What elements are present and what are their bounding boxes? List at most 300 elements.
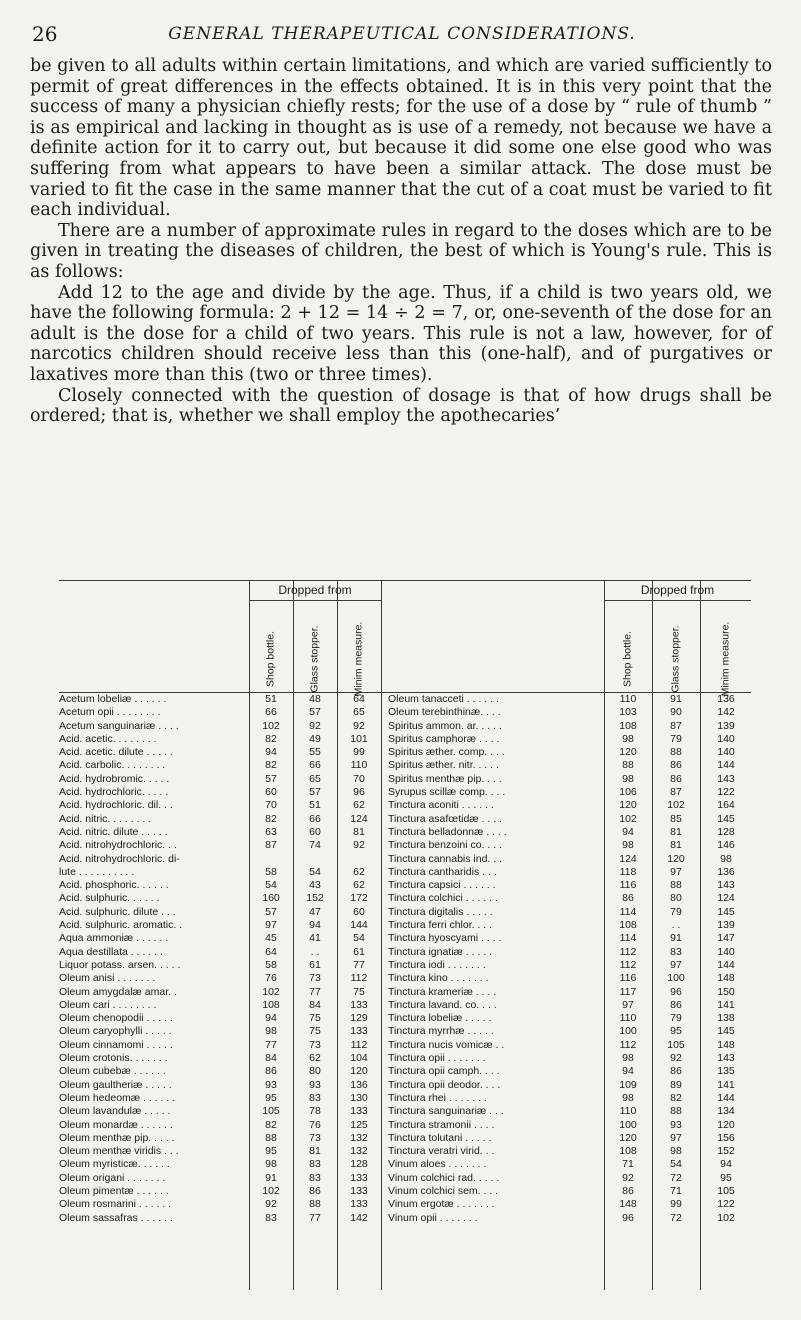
glass-stopper-value: 75 (309, 1025, 321, 1038)
page-number: 26 (32, 22, 58, 46)
shop-bottle-value: 95 (265, 1091, 277, 1104)
table-row (59, 906, 381, 919)
minim-measure-value: 128 (350, 1158, 368, 1171)
minim-measure-value: 92 (353, 719, 365, 732)
glass-stopper-value: 74 (309, 839, 321, 852)
col-header-shop-bottle: Shop bottle. (621, 630, 634, 688)
shop-bottle-value: 92 (622, 1171, 634, 1184)
shop-bottle-value: 77 (265, 1038, 277, 1051)
glass-stopper-value: . . (671, 919, 681, 932)
minim-measure-value: 132 (350, 1145, 368, 1158)
shop-bottle-value: 82 (265, 732, 277, 745)
shop-bottle-value: 98 (622, 772, 634, 785)
drug-name: Tinctura lavand. co. . . . (388, 998, 497, 1011)
table-row (388, 1025, 751, 1038)
glass-stopper-value: 75 (309, 1012, 321, 1025)
glass-stopper-value: 94 (309, 919, 321, 932)
shop-bottle-value: 94 (622, 825, 634, 838)
drug-name: Acetum sanguinariæ . . . . (59, 719, 179, 732)
shop-bottle-value: 116 (619, 972, 637, 985)
table-row (388, 1212, 751, 1225)
drug-name: Tinctura asafœtidæ . . . . (388, 812, 502, 825)
minim-measure-value: 96 (353, 786, 365, 799)
table-row (59, 839, 381, 852)
minim-measure-value: 144 (717, 958, 735, 971)
minim-measure-value: 135 (717, 1065, 735, 1078)
body-text (30, 56, 772, 427)
minim-measure-value: 110 (350, 759, 368, 772)
minim-measure-value: 142 (717, 706, 735, 719)
minim-measure-value: 156 (717, 1131, 735, 1144)
table-row (59, 866, 381, 879)
glass-stopper-value: 102 (667, 799, 685, 812)
minim-measure-value: 95 (720, 1171, 732, 1184)
shop-bottle-value: 98 (265, 1158, 277, 1171)
table-row (59, 799, 381, 812)
shop-bottle-value: 94 (265, 746, 277, 759)
drug-name: Tinctura capsici . . . . . . (388, 879, 496, 892)
page-header (32, 22, 772, 46)
shop-bottle-value: 83 (265, 1211, 277, 1224)
drug-name: Oleum tanacceti . . . . . . (388, 693, 499, 705)
minim-measure-value: 105 (717, 1184, 735, 1197)
shop-bottle-value: 120 (619, 746, 637, 759)
drug-name: Oleum terebinthinæ. . . . (388, 706, 501, 719)
shop-bottle-value: 95 (265, 1145, 277, 1158)
table-row (59, 1119, 381, 1132)
table-row (388, 693, 751, 706)
glass-stopper-value: 80 (670, 892, 682, 905)
minim-measure-value: 133 (350, 998, 368, 1011)
minim-measure-value: 128 (717, 825, 735, 838)
minim-measure-value: 140 (717, 746, 735, 759)
glass-stopper-value: 86 (309, 1184, 321, 1197)
shop-bottle-value: 98 (622, 732, 634, 745)
minim-measure-value: 129 (350, 1012, 368, 1025)
table-row (59, 693, 381, 706)
table-row (59, 946, 381, 959)
drug-name: Acid. nitric. dilute . . . . . (59, 825, 168, 838)
glass-stopper-value: 77 (309, 985, 321, 998)
table-row (388, 919, 751, 932)
table-row (388, 1145, 751, 1158)
glass-stopper-value: 120 (667, 852, 685, 865)
drug-name: Tinctura lobeliæ . . . . . (388, 1012, 492, 1025)
shop-bottle-value: 108 (262, 998, 280, 1011)
table-row (388, 853, 751, 866)
drug-name: Spiritus æther. comp. . . . (388, 746, 505, 759)
glass-stopper-value: 61 (309, 958, 321, 971)
minim-measure-value: 122 (717, 1198, 735, 1211)
drug-name: Acid. acetic. . . . . . . . (59, 732, 157, 745)
drug-name: Tinctura kino . . . . . . . (388, 972, 489, 985)
shop-bottle-value: 54 (265, 879, 277, 892)
glass-stopper-value: 66 (309, 812, 321, 825)
drug-name: Acid. sulphuric. . . . . . (59, 892, 160, 905)
glass-stopper-value: 49 (309, 732, 321, 745)
table-row (59, 1105, 381, 1118)
drug-name: Acid. nitrohydrochloric. di- (59, 852, 180, 865)
left-group-rule (249, 600, 381, 601)
drug-name: Tinctura stramonii . . . . (388, 1118, 495, 1131)
drug-name: Tinctura veratri virid. . . (388, 1145, 495, 1158)
glass-stopper-value: 62 (309, 1052, 321, 1065)
shop-bottle-value: 110 (619, 693, 637, 705)
table-row (59, 733, 381, 746)
table-row (59, 919, 381, 932)
shop-bottle-value: 58 (265, 865, 277, 878)
table-row (59, 1198, 381, 1211)
minim-measure-value: 152 (717, 1145, 735, 1158)
drug-name: Acid. nitric. . . . . . . . (59, 812, 152, 825)
glass-stopper-value: 90 (670, 706, 682, 719)
shop-bottle-value: 102 (262, 719, 280, 732)
shop-bottle-value: 102 (262, 985, 280, 998)
shop-bottle-value: 92 (265, 1198, 277, 1211)
minim-measure-value: 146 (717, 839, 735, 852)
glass-stopper-value: 93 (309, 1078, 321, 1091)
minim-measure-value: 143 (717, 1052, 735, 1065)
table-row (388, 1158, 751, 1171)
table-row (59, 813, 381, 826)
minim-measure-value: 122 (717, 786, 735, 799)
glass-stopper-value: 87 (670, 786, 682, 799)
glass-stopper-value: 92 (670, 1052, 682, 1065)
drug-name: Oleum menthæ viridis . . . (59, 1145, 179, 1158)
table-row (59, 1065, 381, 1078)
shop-bottle-value: 114 (619, 905, 637, 918)
shop-bottle-value: 88 (622, 759, 634, 772)
right-table-body (388, 693, 751, 1225)
minim-measure-value: 133 (350, 1025, 368, 1038)
table-row (59, 1012, 381, 1025)
shop-bottle-value: 71 (622, 1158, 634, 1171)
glass-stopper-value: 77 (309, 1211, 321, 1224)
shop-bottle-value: 106 (619, 786, 637, 799)
drug-name: Oleum cari . . . . . . . . (59, 998, 157, 1011)
shop-bottle-value: 120 (619, 799, 637, 812)
glass-stopper-value: 86 (670, 1065, 682, 1078)
table-row (388, 1079, 751, 1092)
table-row (388, 1119, 751, 1132)
shop-bottle-value: 93 (265, 1078, 277, 1091)
table-row (59, 1025, 381, 1038)
glass-stopper-value: 91 (670, 932, 682, 945)
table-row (388, 706, 751, 719)
drug-name: Acid. carbolic. . . . . . . . (59, 759, 166, 772)
minim-measure-value: 143 (717, 879, 735, 892)
dosage-drop-table (59, 580, 751, 1290)
table-row (388, 1065, 751, 1078)
minim-measure-value: 136 (350, 1078, 368, 1091)
table-row (388, 1132, 751, 1145)
glass-stopper-value: 81 (670, 825, 682, 838)
minim-measure-value: 145 (717, 1025, 735, 1038)
table-row (59, 932, 381, 945)
table-row (59, 1145, 381, 1158)
drug-name: Acid. nitrohydrochloric. . . (59, 839, 177, 852)
shop-bottle-value: 116 (619, 879, 637, 892)
minim-measure-value: 75 (353, 985, 365, 998)
table-row (388, 959, 751, 972)
shop-bottle-value: 63 (265, 825, 277, 838)
drug-name: Oleum pimentæ . . . . . . (59, 1184, 169, 1197)
minim-measure-value: 70 (353, 772, 365, 785)
drug-name: Acid. acetic. dilute . . . . . (59, 746, 173, 759)
shop-bottle-value: 66 (265, 706, 277, 719)
glass-stopper-value: 43 (309, 879, 321, 892)
minim-measure-value: 64 (353, 693, 365, 705)
table-row (388, 892, 751, 905)
table-top-rule (59, 580, 751, 581)
glass-stopper-value: 83 (309, 1171, 321, 1184)
glass-stopper-value: 73 (309, 972, 321, 985)
glass-stopper-value: 86 (670, 759, 682, 772)
glass-stopper-value: 76 (309, 1118, 321, 1131)
shop-bottle-value: 100 (619, 1118, 637, 1131)
glass-stopper-value: 100 (667, 972, 685, 985)
drug-name: Oleum caryophylli . . . . . (59, 1025, 172, 1038)
table-row (388, 1092, 751, 1105)
table-row (388, 879, 751, 892)
glass-stopper-value: 81 (309, 1145, 321, 1158)
shop-bottle-value: 87 (265, 839, 277, 852)
drug-name: Tinctura aconiti . . . . . . (388, 799, 494, 812)
table-row (59, 746, 381, 759)
glass-stopper-value: 79 (670, 1012, 682, 1025)
col-header-glass-stopper: Glass stopper. (669, 625, 682, 693)
shop-bottle-value: 112 (619, 958, 637, 971)
shop-bottle-value: 118 (619, 865, 637, 878)
table-row (59, 892, 381, 905)
table-row (388, 1039, 751, 1052)
table-row (59, 1212, 381, 1225)
shop-bottle-value: 102 (262, 1184, 280, 1197)
table-row (59, 773, 381, 786)
minim-measure-value: 54 (353, 932, 365, 945)
drug-name: Tinctura opii . . . . . . . (388, 1052, 486, 1065)
minim-measure-value: 133 (350, 1198, 368, 1211)
glass-stopper-value: 83 (670, 945, 682, 958)
shop-bottle-value: 88 (265, 1131, 277, 1144)
glass-stopper-value: 57 (309, 706, 321, 719)
minim-measure-value: 102 (717, 1211, 735, 1224)
col-header-minim-measure: Minim measure. (719, 621, 732, 697)
minim-measure-value: 133 (350, 1184, 368, 1197)
minim-measure-value: 120 (350, 1065, 368, 1078)
shop-bottle-value: 76 (265, 972, 277, 985)
table-row (59, 1132, 381, 1145)
glass-stopper-value: 98 (670, 1145, 682, 1158)
minim-measure-value: 133 (350, 1105, 368, 1118)
glass-stopper-value: 81 (670, 839, 682, 852)
glass-stopper-value: 54 (309, 865, 321, 878)
table-row (59, 972, 381, 985)
glass-stopper-value: 54 (670, 1158, 682, 1171)
drug-name: Acetum opii . . . . . . . . (59, 706, 161, 719)
shop-bottle-value: 91 (265, 1171, 277, 1184)
minim-measure-value: 148 (717, 1038, 735, 1051)
shop-bottle-value: 96 (622, 1211, 634, 1224)
shop-bottle-value: 98 (622, 1091, 634, 1104)
glass-stopper-value: 99 (670, 1198, 682, 1211)
col-header-minim-measure: Minim measure. (352, 621, 365, 697)
shop-bottle-value: 94 (622, 1065, 634, 1078)
minim-measure-value: 142 (350, 1211, 368, 1224)
shop-bottle-value: 98 (622, 1052, 634, 1065)
minim-measure-value: 145 (717, 905, 735, 918)
table-row (59, 999, 381, 1012)
shop-bottle-value: 97 (265, 919, 277, 932)
drug-name: Acetum lobeliæ . . . . . . (59, 693, 167, 705)
drug-name: Oleum sassafras . . . . . . (59, 1211, 173, 1224)
drug-name: Tinctura cannabis ind. . . (388, 852, 503, 865)
table-row (388, 839, 751, 852)
glass-stopper-value: 84 (309, 998, 321, 1011)
shop-bottle-value: 82 (265, 1118, 277, 1131)
drug-name: Tinctura cantharidis . . . (388, 865, 497, 878)
minim-measure-value: 172 (350, 892, 368, 905)
minim-measure-value: 81 (353, 825, 365, 838)
minim-measure-value: 144 (717, 759, 735, 772)
shop-bottle-value: 57 (265, 905, 277, 918)
glass-stopper-value: 96 (670, 985, 682, 998)
shop-bottle-value: 97 (622, 998, 634, 1011)
shop-bottle-value: 110 (619, 1105, 637, 1118)
table-row (388, 759, 751, 772)
glass-stopper-value: 73 (309, 1038, 321, 1051)
minim-measure-value: 65 (353, 706, 365, 719)
shop-bottle-value: 84 (265, 1052, 277, 1065)
minim-measure-value: 143 (717, 772, 735, 785)
glass-stopper-value: 79 (670, 732, 682, 745)
drug-name: Oleum gaultheriæ . . . . . (59, 1078, 172, 1091)
shop-bottle-value: 112 (619, 1038, 637, 1051)
drug-name: Oleum crotonis. . . . . . . (59, 1052, 168, 1065)
glass-stopper-value: 152 (306, 892, 324, 905)
shop-bottle-value: 98 (265, 1025, 277, 1038)
drug-name: Syrupus scillæ comp. . . . (388, 786, 506, 799)
table-row (388, 1185, 751, 1198)
glass-stopper-value: 72 (670, 1171, 682, 1184)
drug-name: Tinctura colchici . . . . . . (388, 892, 498, 905)
drug-name: lute . . . . . . . . . . (59, 865, 135, 878)
glass-stopper-value: 51 (309, 799, 321, 812)
glass-stopper-value: 86 (670, 772, 682, 785)
minim-measure-value: 150 (717, 985, 735, 998)
table-row (59, 959, 381, 972)
minim-measure-value: 141 (717, 1078, 735, 1091)
table-row (388, 1052, 751, 1065)
minim-measure-value: 138 (717, 1012, 735, 1025)
table-row (388, 932, 751, 945)
table-row (59, 1185, 381, 1198)
glass-stopper-value: 60 (309, 825, 321, 838)
drug-name: Oleum rosmarini . . . . . . (59, 1198, 172, 1211)
drug-name: Acid. hydrobromic. . . . . (59, 772, 170, 785)
glass-stopper-value: 83 (309, 1091, 321, 1104)
minim-measure-value: 62 (353, 799, 365, 812)
drug-name: Oleum menthæ pip. . . . . (59, 1131, 175, 1144)
table-row (59, 706, 381, 719)
table-row (388, 866, 751, 879)
minim-measure-value: 120 (717, 1118, 735, 1131)
minim-measure-value: 134 (717, 1105, 735, 1118)
minim-measure-value: 104 (350, 1052, 368, 1065)
table-row (59, 1172, 381, 1185)
shop-bottle-value: 108 (619, 719, 637, 732)
drug-name: Oleum hedeomæ . . . . . . (59, 1091, 176, 1104)
drug-name: Vinum opii . . . . . . . (388, 1211, 478, 1224)
minim-measure-value: 133 (350, 1171, 368, 1184)
glass-stopper-value: 83 (309, 1158, 321, 1171)
table-row (388, 786, 751, 799)
minim-measure-value: 140 (717, 945, 735, 958)
drug-name: Tinctura tolutani . . . . . (388, 1131, 492, 1144)
minim-measure-value: 141 (717, 998, 735, 1011)
glass-stopper-value: 73 (309, 1131, 321, 1144)
table-row (388, 986, 751, 999)
glass-stopper-value: 97 (670, 1131, 682, 1144)
table-row (59, 986, 381, 999)
glass-stopper-value: 97 (670, 865, 682, 878)
table-row (59, 826, 381, 839)
minim-measure-value: 101 (350, 732, 368, 745)
table-row (59, 879, 381, 892)
minim-measure-value: 125 (350, 1118, 368, 1131)
glass-stopper-value: 93 (670, 1118, 682, 1131)
glass-stopper-value: 78 (309, 1105, 321, 1118)
shop-bottle-value: 108 (619, 919, 637, 932)
drug-name: Acid. sulphuric. dilute . . . (59, 905, 176, 918)
drug-name: Tinctura digitalis . . . . . (388, 905, 493, 918)
shop-bottle-value: 51 (265, 693, 277, 705)
shop-bottle-value: 70 (265, 799, 277, 812)
shop-bottle-value: 57 (265, 772, 277, 785)
glass-stopper-value: 55 (309, 746, 321, 759)
left-table-body (59, 693, 381, 1225)
col-header-glass-stopper: Glass stopper. (308, 625, 321, 693)
shop-bottle-value: 64 (265, 945, 277, 958)
glass-stopper-value: 79 (670, 905, 682, 918)
drug-name: Spiritus menthæ pip. . . . (388, 772, 502, 785)
glass-stopper-value: 47 (309, 905, 321, 918)
minim-measure-value: 99 (353, 746, 365, 759)
minim-measure-value: 147 (717, 932, 735, 945)
table-row (388, 799, 751, 812)
table-row (388, 733, 751, 746)
paragraph-1: be given to all adults within certain limitations, and which are varied sufficiently to permit of great differences in the effects obtained. It is in this very point that the success of many a physician chiefly rests; for the use of a dose by “ rule of thumb ” is as empirical and lacking in thought as is use of a remedy, not because we have a definite action for it to carry out, but because it did some one else good who was suffering from what appears to have been a similar attack. The dose must be varied to fit the case in the same manner that the cut of a coat must be varied to fit each individual. (30, 56, 772, 221)
drug-name: Oleum myristicæ. . . . . . (59, 1158, 170, 1171)
drug-name: Tinctura iodi . . . . . . . (388, 958, 486, 971)
drug-name: Tinctura ignatiæ . . . . . (388, 945, 493, 958)
drug-name: Oleum cinnamomi . . . . . (59, 1038, 173, 1051)
drug-name: Oleum origani . . . . . . . (59, 1171, 166, 1184)
glass-stopper-value: 88 (670, 746, 682, 759)
drug-name: Tinctura opii camph. . . . (388, 1065, 500, 1078)
table-row (388, 746, 751, 759)
shop-bottle-value: 100 (619, 1025, 637, 1038)
shop-bottle-value: 98 (622, 839, 634, 852)
minim-measure-value: 62 (353, 865, 365, 878)
minim-measure-value: 144 (350, 919, 368, 932)
table-row (59, 1158, 381, 1171)
shop-bottle-value: 58 (265, 958, 277, 971)
table-row (388, 773, 751, 786)
shop-bottle-value: 110 (619, 1012, 637, 1025)
table-row (59, 1039, 381, 1052)
glass-stopper-value: 88 (670, 879, 682, 892)
